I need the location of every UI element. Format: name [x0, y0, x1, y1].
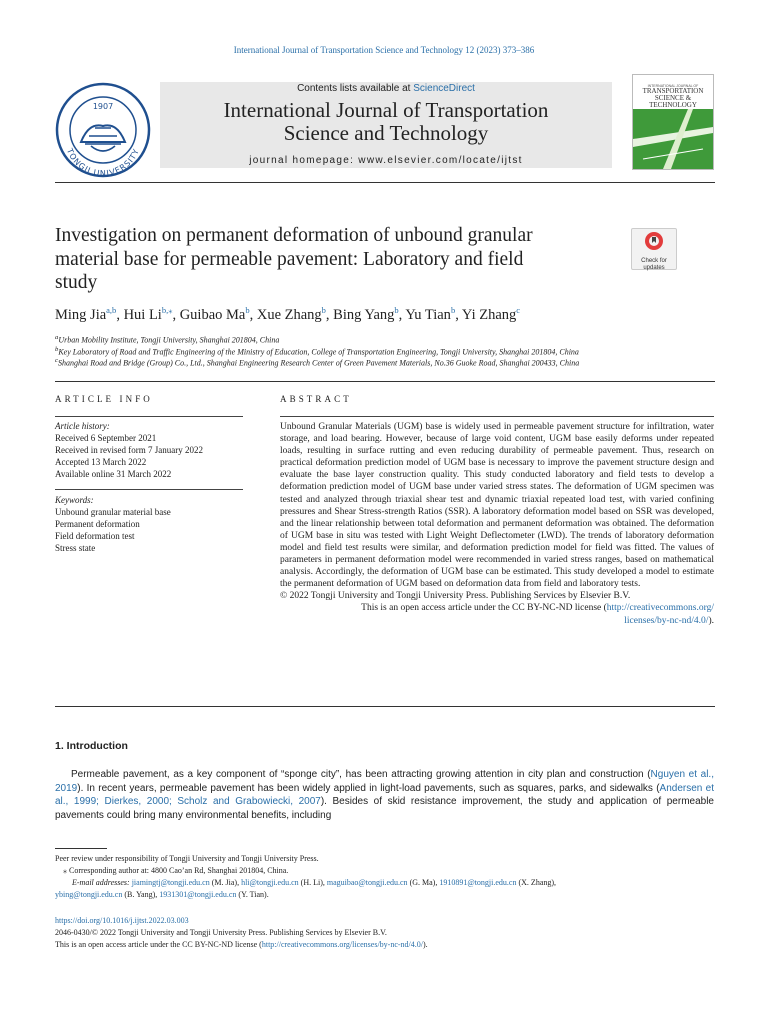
- article-title: [55, 224, 615, 295]
- journal-title: [160, 99, 612, 145]
- keyword: Field deformation test: [55, 531, 135, 541]
- affiliation: $^b$Key Laboratory of Road and Traffic Engineering of the Ministry of Education, College of Transportation Engineering, Tongji University, Shanghai 201804, China: [55, 346, 579, 357]
- history-item: Received 6 September 2021: [55, 433, 157, 443]
- abstract-body: [280, 421, 714, 627]
- affiliation-rule: [55, 381, 715, 382]
- logo-year: 1907: [92, 102, 114, 111]
- license-link[interactable]: http://creativecommons.org/licenses/by-nc-nd/4.0/: [261, 940, 423, 949]
- footnote-rule: [55, 848, 107, 849]
- email-addresses-cont: ybing@tongji.edu.cn (B. Yang), 1931301@tongji.edu.cn (Y. Tian).: [55, 890, 269, 899]
- check-for-updates-button[interactable]: [631, 228, 677, 270]
- author[interactable]: Bing Yang$^b$: [333, 305, 399, 323]
- header-rule: [55, 182, 715, 183]
- title-line3: study: [55, 272, 98, 293]
- abstract-end-rule: [55, 706, 715, 707]
- email-link[interactable]: 1931301@tongji.edu.cn: [159, 890, 237, 899]
- author[interactable]: Hui $Li^{b,⁎}$: [123, 305, 173, 323]
- cover-line4: TECHNOLOGY: [649, 101, 697, 109]
- abstract-text: Unbound Granular Materials (UGM) base is widely used in permeable pavement structure for infiltration, water storage, and load bearing. However, because of large void content, UGM base easily deforms under repeated loads, resulting in surface rutting and even reducing durability of permeable pavement. Thus, research on practical deformation prediction model of UGM base is necessary to improve the pavement structure design and evaluate the base layer construction quality. This study conducted laboratory and field tests to develop a deformation prediction model of UGM base under varied stress states. The deformation of UGM specimen was tested and analyzed through triaxial shear test and dynamic triaxial repeated load test, with varied confining pressures and Shear Stress-strength Ratios (SSR). A laboratory deformation model based on SSR was developed, and the linear relationship between total deformation and permanent deformation was obtained. The deformation of UGM base in situ was tested with Light Weight Deflectometer (LWD). The trends of laboratory deformation model and field test results were similar, and deformation prediction model for field was fitted. The values of parameters in permanent deformation model were recommended in varied stress ranges, based on mathematical analysis. Accordingly, the deformation of UGM base can be estimated. This study developed a model to estimate the permanent deformation of UGM based on deformation data from field and laboratory tests.: [280, 422, 714, 590]
- keyword: Unbound granular material base: [55, 507, 171, 517]
- abstract-heading: ABSTRACT: [280, 394, 352, 404]
- keywords-rule: [55, 489, 243, 490]
- open-access-line: This is an open access article under the CC BY-NC-ND license (http://creativecommons.org/licenses/by-nc-nd/4.0/).: [55, 940, 428, 949]
- author-list: Ming Jia$^{a,b}$, Hui $Li^{b,⁎}$, Guibao Ma$^b$, Xue Zhang$^b$, Bing Yang$^b$, Yu Tian$^b$, Yi Zhang$^c$: [55, 305, 521, 323]
- journal-cover: [632, 74, 714, 170]
- license-link-cont[interactable]: licenses/by-nc-nd/4.0/: [624, 615, 709, 626]
- affiliation: $^c$Shanghai Road and Bridge (Group) Co., Ltd., Shanghai Engineering Research Center of Green Pavement Materials, No.36 Guoke Road, Shanghai 200433, China: [55, 357, 580, 368]
- journal-title-line1: International Journal of Transportation: [223, 98, 549, 122]
- check-updates-icon: [632, 229, 676, 253]
- check-updates-line2: updates: [643, 264, 665, 271]
- citation-link[interactable]: Andersen et al., 1999; Dierkes, 2000; Scholz and Grabowiecki, 2007: [55, 782, 714, 808]
- journal-title-line2: Science and Technology: [283, 121, 489, 145]
- email-link[interactable]: maguibao@tongji.edu.cn: [326, 878, 408, 887]
- affiliation: $^a$Urban Mobility Institute, Tongji University, Shanghai 201804, China: [55, 334, 280, 345]
- history-label: Article history:: [55, 421, 110, 431]
- intro-paragraph: Permeable pavement, as a key component of “sponge city”, has been attracting growing attention in city plan and construction (Nguyen et al., 2019). In recent years, permeable pavement has been widely applied in light-load pavements, such as squares, parks, and sidewalks (Andersen et al., 1999; Dierkes, 2000; Scholz and Grabowiecki, 2007). Besides of skid resistance improvement, the study and application of permeable pavements could bring many environmental benefits, including: [55, 769, 714, 822]
- email-addresses: E-mail addresses: jiamingtj@tongji.edu.cn (M. Jia), hli@tongji.edu.cn (H. Li), maguibao@tongji.edu.cn (G. Ma), 1910891@tongji.edu.cn (X. Zhang),: [72, 878, 557, 887]
- homepage-prefix: journal homepage:: [249, 155, 359, 166]
- email-link[interactable]: hli@tongji.edu.cn: [241, 878, 299, 887]
- article-info-rule: [55, 416, 243, 417]
- cover-line1: INTERNATIONAL JOURNAL OF: [647, 84, 699, 88]
- running-head[interactable]: International Journal of Transportation Science and Technology 12 (2023) 373–386: [233, 45, 535, 55]
- license-link[interactable]: http://creativecommons.org/: [606, 603, 714, 614]
- sciencedirect-link[interactable]: ScienceDirect: [413, 83, 475, 94]
- abstract-copyright: © 2022 Tongji University and Tongji University Press. Publishing Services by Elsevier B.V.: [280, 591, 631, 602]
- title-line1: Investigation on permanent deformation of unbound granular: [55, 225, 533, 246]
- cover-art: [633, 109, 713, 169]
- author[interactable]: Xue Zhang$^b$: [256, 305, 326, 323]
- contents-line: [160, 83, 612, 94]
- article-info-heading: ARTICLE INFO: [55, 394, 153, 404]
- check-updates-line1: Check for: [641, 258, 667, 264]
- abstract-rule: [280, 416, 714, 417]
- contents-prefix: Contents lists available at: [297, 83, 414, 94]
- citation-link[interactable]: Nguyen et al., 2019: [55, 769, 714, 794]
- logo-text: TONGJI UNIVERSITY: [64, 147, 142, 178]
- keywords: [55, 494, 171, 554]
- article-history: [55, 420, 203, 480]
- author[interactable]: Guibao Ma$^b$: [179, 305, 250, 323]
- abstract-license-prefix: This is an open access article under the CC BY-NC-ND license (: [361, 603, 607, 614]
- author[interactable]: Ming Jia$^{a,b}$: [55, 305, 117, 323]
- tongji-logo: [55, 82, 151, 178]
- email-link[interactable]: jiamingtj@tongji.edu.cn: [131, 878, 210, 887]
- homepage-url[interactable]: www.elsevier.com/locate/ijtst: [358, 155, 523, 166]
- section-heading: 1. Introduction: [55, 740, 128, 752]
- author[interactable]: Yi Zhang$^c$: [461, 305, 521, 323]
- issn-line: 2046-0430/© 2022 Tongji University and Tongji University Press. Publishing Services by Elsevier B.V.: [55, 928, 387, 937]
- corresponding-note: ⁎ Corresponding author at: 4800 Cao’an Rd, Shanghai 201804, China.: [63, 866, 289, 875]
- cover-line2: TRANSPORTATION: [642, 87, 704, 95]
- keyword: Permanent deformation: [55, 519, 140, 529]
- introduction-body: [55, 768, 714, 823]
- history-item: Accepted 13 March 2022: [55, 457, 147, 467]
- cover-line3: SCIENCE &: [654, 94, 692, 102]
- keywords-label: Keywords:: [55, 495, 94, 505]
- journal-homepage: [160, 155, 612, 166]
- history-item: Received in revised form 7 January 2022: [55, 445, 203, 455]
- email-link[interactable]: ybing@tongji.edu.cn: [55, 890, 123, 899]
- email-link[interactable]: 1910891@tongji.edu.cn: [439, 878, 517, 887]
- keyword: Stress state: [55, 543, 96, 553]
- doi-link[interactable]: https://doi.org/10.1016/j.ijtst.2022.03.003: [55, 916, 189, 925]
- author[interactable]: Yu Tian$^b$: [405, 305, 456, 323]
- license-suffix: ).: [708, 615, 714, 626]
- peer-review-note: Peer review under responsibility of Tongji University and Tongji University Press.: [55, 854, 319, 863]
- title-line2: material base for permeable pavement: Laboratory and field: [55, 248, 524, 270]
- history-item: Available online 31 March 2022: [55, 469, 172, 479]
